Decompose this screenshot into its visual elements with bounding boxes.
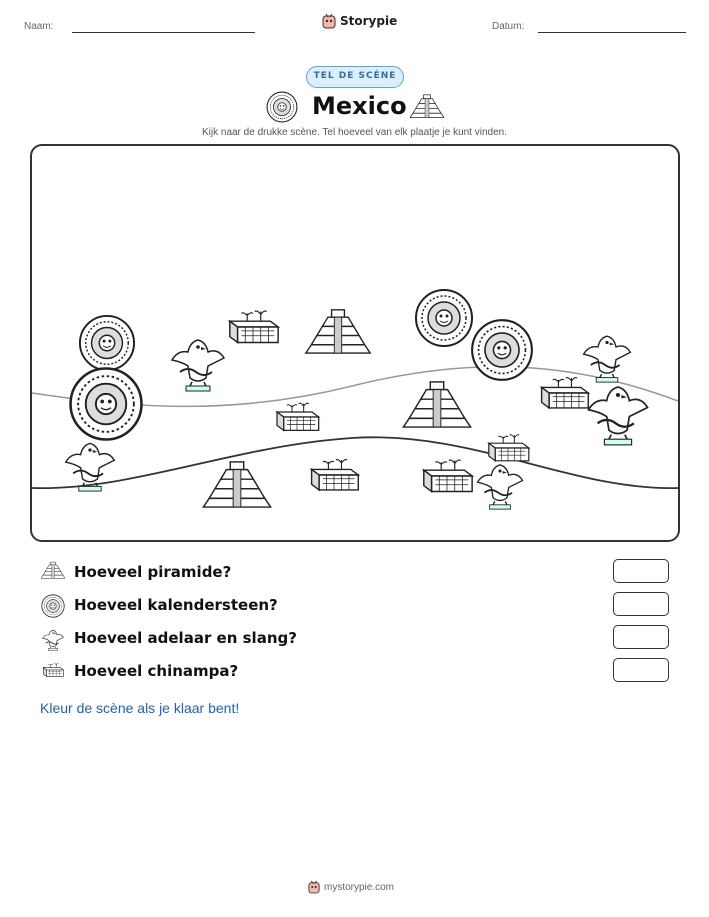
eagle-snake — [477, 465, 522, 509]
scene-illustration — [32, 146, 678, 540]
eagle-snake — [172, 340, 224, 391]
scene-badge: TEL DE SCÈNE — [306, 66, 404, 88]
question-pyramid: Hoeveel piramide? — [74, 563, 232, 581]
name-label: Naam: — [24, 21, 54, 32]
answer-box-eagle-snake[interactable] — [613, 625, 669, 649]
coloring-note: Kleur de scène als je klaar bent! — [40, 700, 240, 716]
chinampa — [424, 460, 472, 491]
brand-logo — [322, 13, 397, 29]
calendar-stone-icon — [266, 91, 298, 123]
pyramid — [306, 310, 370, 353]
scene-frame — [30, 144, 680, 542]
brand-name: Storypie — [340, 14, 398, 28]
storypie-mascot-icon — [322, 13, 336, 29]
calendar-stone — [80, 316, 134, 370]
chinampa — [542, 378, 589, 408]
chinampa — [277, 403, 319, 430]
date-line[interactable] — [538, 32, 686, 33]
eagle-snake — [66, 443, 115, 491]
answer-box-chinampa[interactable] — [613, 658, 669, 682]
calendar-stone — [416, 290, 472, 346]
question-chinampa: Hoeveel chinampa? — [74, 662, 239, 680]
eagle-snake — [589, 387, 648, 445]
question-calendar-stone: Hoeveel kalendersteen? — [74, 596, 278, 614]
pyramid — [203, 462, 270, 507]
pyramid — [403, 382, 470, 427]
calendar-stone — [472, 320, 532, 380]
calendar-stone — [71, 369, 142, 440]
page-title: Mexico — [312, 92, 407, 120]
chinampa — [312, 460, 359, 490]
question-eagle-snake: Hoeveel adelaar en slang? — [74, 629, 297, 647]
calendar-stone-icon — [41, 594, 65, 618]
site-url[interactable]: mystorypie.com — [324, 881, 395, 893]
eagle-snake-icon — [41, 627, 65, 651]
pyramid-icon — [41, 560, 65, 580]
storypie-mascot-icon — [308, 880, 320, 894]
name-line[interactable] — [72, 32, 255, 33]
footer-brand — [308, 880, 394, 894]
chinampa — [489, 435, 529, 461]
chinampa-icon — [41, 661, 65, 679]
answer-box-calendar-stone[interactable] — [613, 592, 669, 616]
chinampa — [230, 311, 278, 342]
answer-box-pyramid[interactable] — [613, 559, 669, 583]
instructions: Kijk naar de drukke scène. Tel hoeveel van elk plaatje je kunt vinden. — [201, 127, 507, 138]
date-label: Datum: — [492, 21, 525, 32]
pyramid-icon — [410, 92, 444, 120]
